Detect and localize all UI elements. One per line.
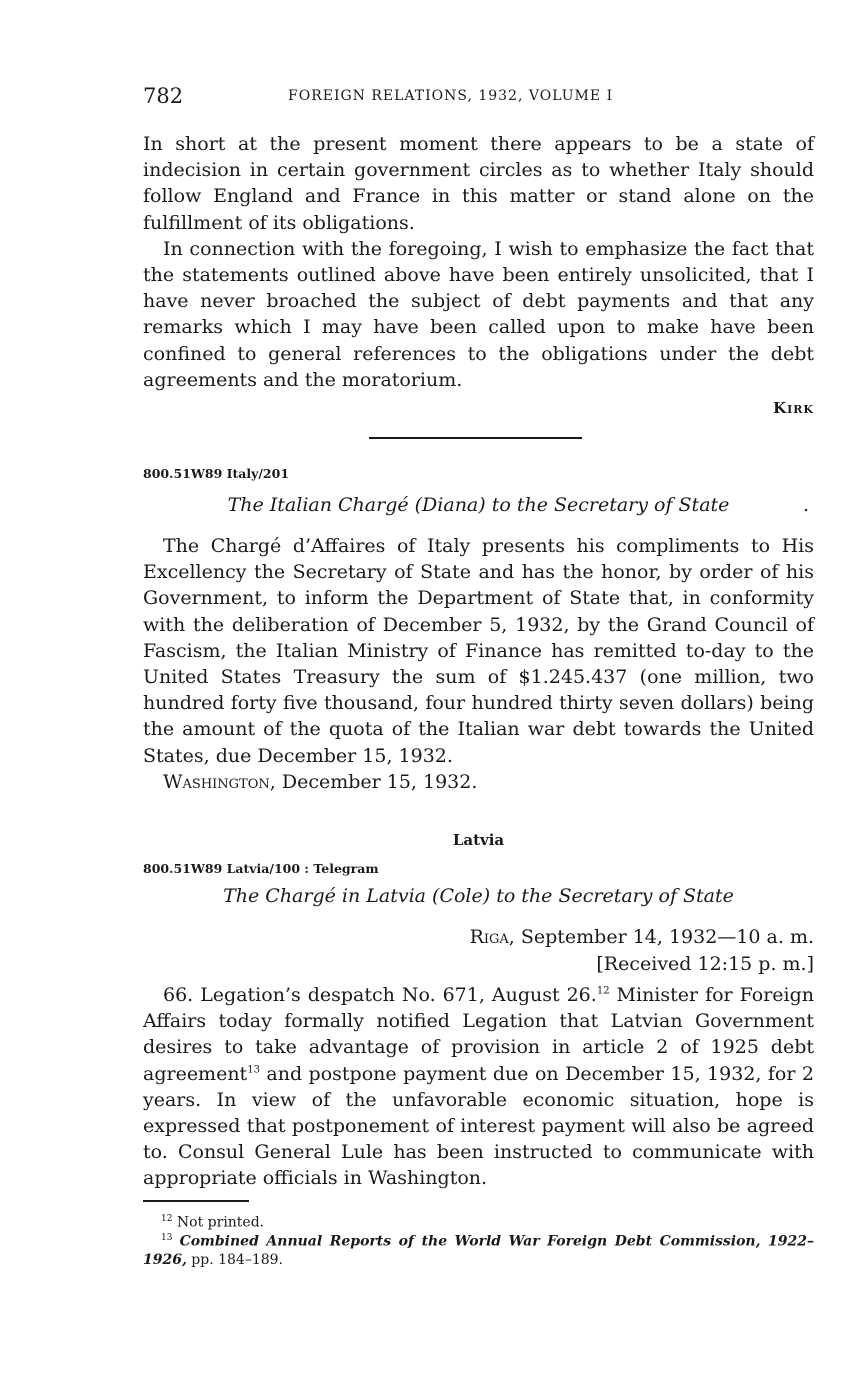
paragraph-emphasis: In connection with the foregoing, I wish to emphasize the fact that the statements outlined above have been entirely unsolicited, that I have never broached the subject of debt payments and that any remarks which I may have been called upon to make have been confined to general references to the obligations under the debt agreements and the moratorium. [143,237,814,391]
section-kirk-letter [143,131,814,393]
place-riga: Riga [469,926,509,948]
document-title-latvia-charge: The Chargé in Latvia (Cole) to the Secretary of State [223,885,734,907]
place-washington: Washington [163,770,270,793]
telegram-text-c: and postpone payment due on December 15, 1932, for 2 years. In view of the unfavorable economic situation, hope is expressed that postponement of interest payment will also be agreed to. Consul General Lule has been instructed to communicate with appropriate officials in Washington. [143,1062,814,1190]
stray-mark: . [803,494,810,516]
section-divider [369,437,582,439]
footnote-rule [143,1200,249,1202]
footnote-13 [143,1229,814,1269]
date-washington: , December 15, 1932. [269,770,478,793]
telegram-text-a: 66. Legation’s despatch No. 671, August 26. [163,984,597,1006]
document-title-italian-charge: The Italian Chargé (Diana) to the Secretary of State [227,494,730,516]
page-header [143,84,814,112]
file-reference-latvia: 800.51W89 Latvia/100 : Telegram [143,861,379,876]
footnote-mark-13: 13 [161,1233,173,1243]
signature-kirk: Kirk [773,399,814,417]
section-heading-latvia: Latvia [452,831,505,849]
page-number: 782 [143,84,184,108]
paragraph-latvia-telegram [143,982,814,1192]
dateline-washington [143,769,814,795]
date-riga: , September 14, 1932—10 a. m. [508,926,814,948]
footnote-ref-13: 13 [247,1064,260,1076]
running-head: FOREIGN RELATIONS, 1932, VOLUME I [288,88,614,104]
footnote-mark-12: 12 [161,1214,173,1224]
footnote-pages-13: pp. 184–189. [186,1251,284,1268]
footnote-title-13: Combined Annual Reports of the World War Foreign Debt Commission, 1922–1926, [143,1233,814,1268]
paragraph-indecision: In short at the present moment there appears to be a state of indecision in certain government circles as to whether Italy should follow England and France in this matter or stand alone on the fulfillment of its obligations. [143,133,814,234]
footnote-ref-12: 12 [596,985,610,997]
file-reference-italy: 800.51W89 Italy/201 [143,466,290,481]
italian-note [143,533,814,795]
latvia-telegram [143,982,814,1192]
dateline-riga [470,926,814,948]
received-time: [Received 12:15 p. m.] [596,953,814,975]
footnote-text-12: Not printed. [176,1214,265,1231]
paragraph-italian-remittance: The Chargé d’Affaires of Italy presents his compliments to His Excellency the Secretary of State and has the honor, by order of his Government, to inform the Department of State that, in conformity with the deliberation of December 5, 1932, by the Grand Council of Fascism, the Italian Ministry of Finance has remitted to-day to the United States Treasury the sum of $1.245.437 (one million, two hundred forty five thousand, four hundred thirty seven dollars) being the amount of the quota of the Italian war debt towards the United States, due December 15, 1932. [143,535,814,767]
telegram-text-b: Minister for Foreign Affairs today formally notified Legation that Latvian Government desires to take advantage of provision in article 2 of 1925 debt agreement [143,984,814,1085]
